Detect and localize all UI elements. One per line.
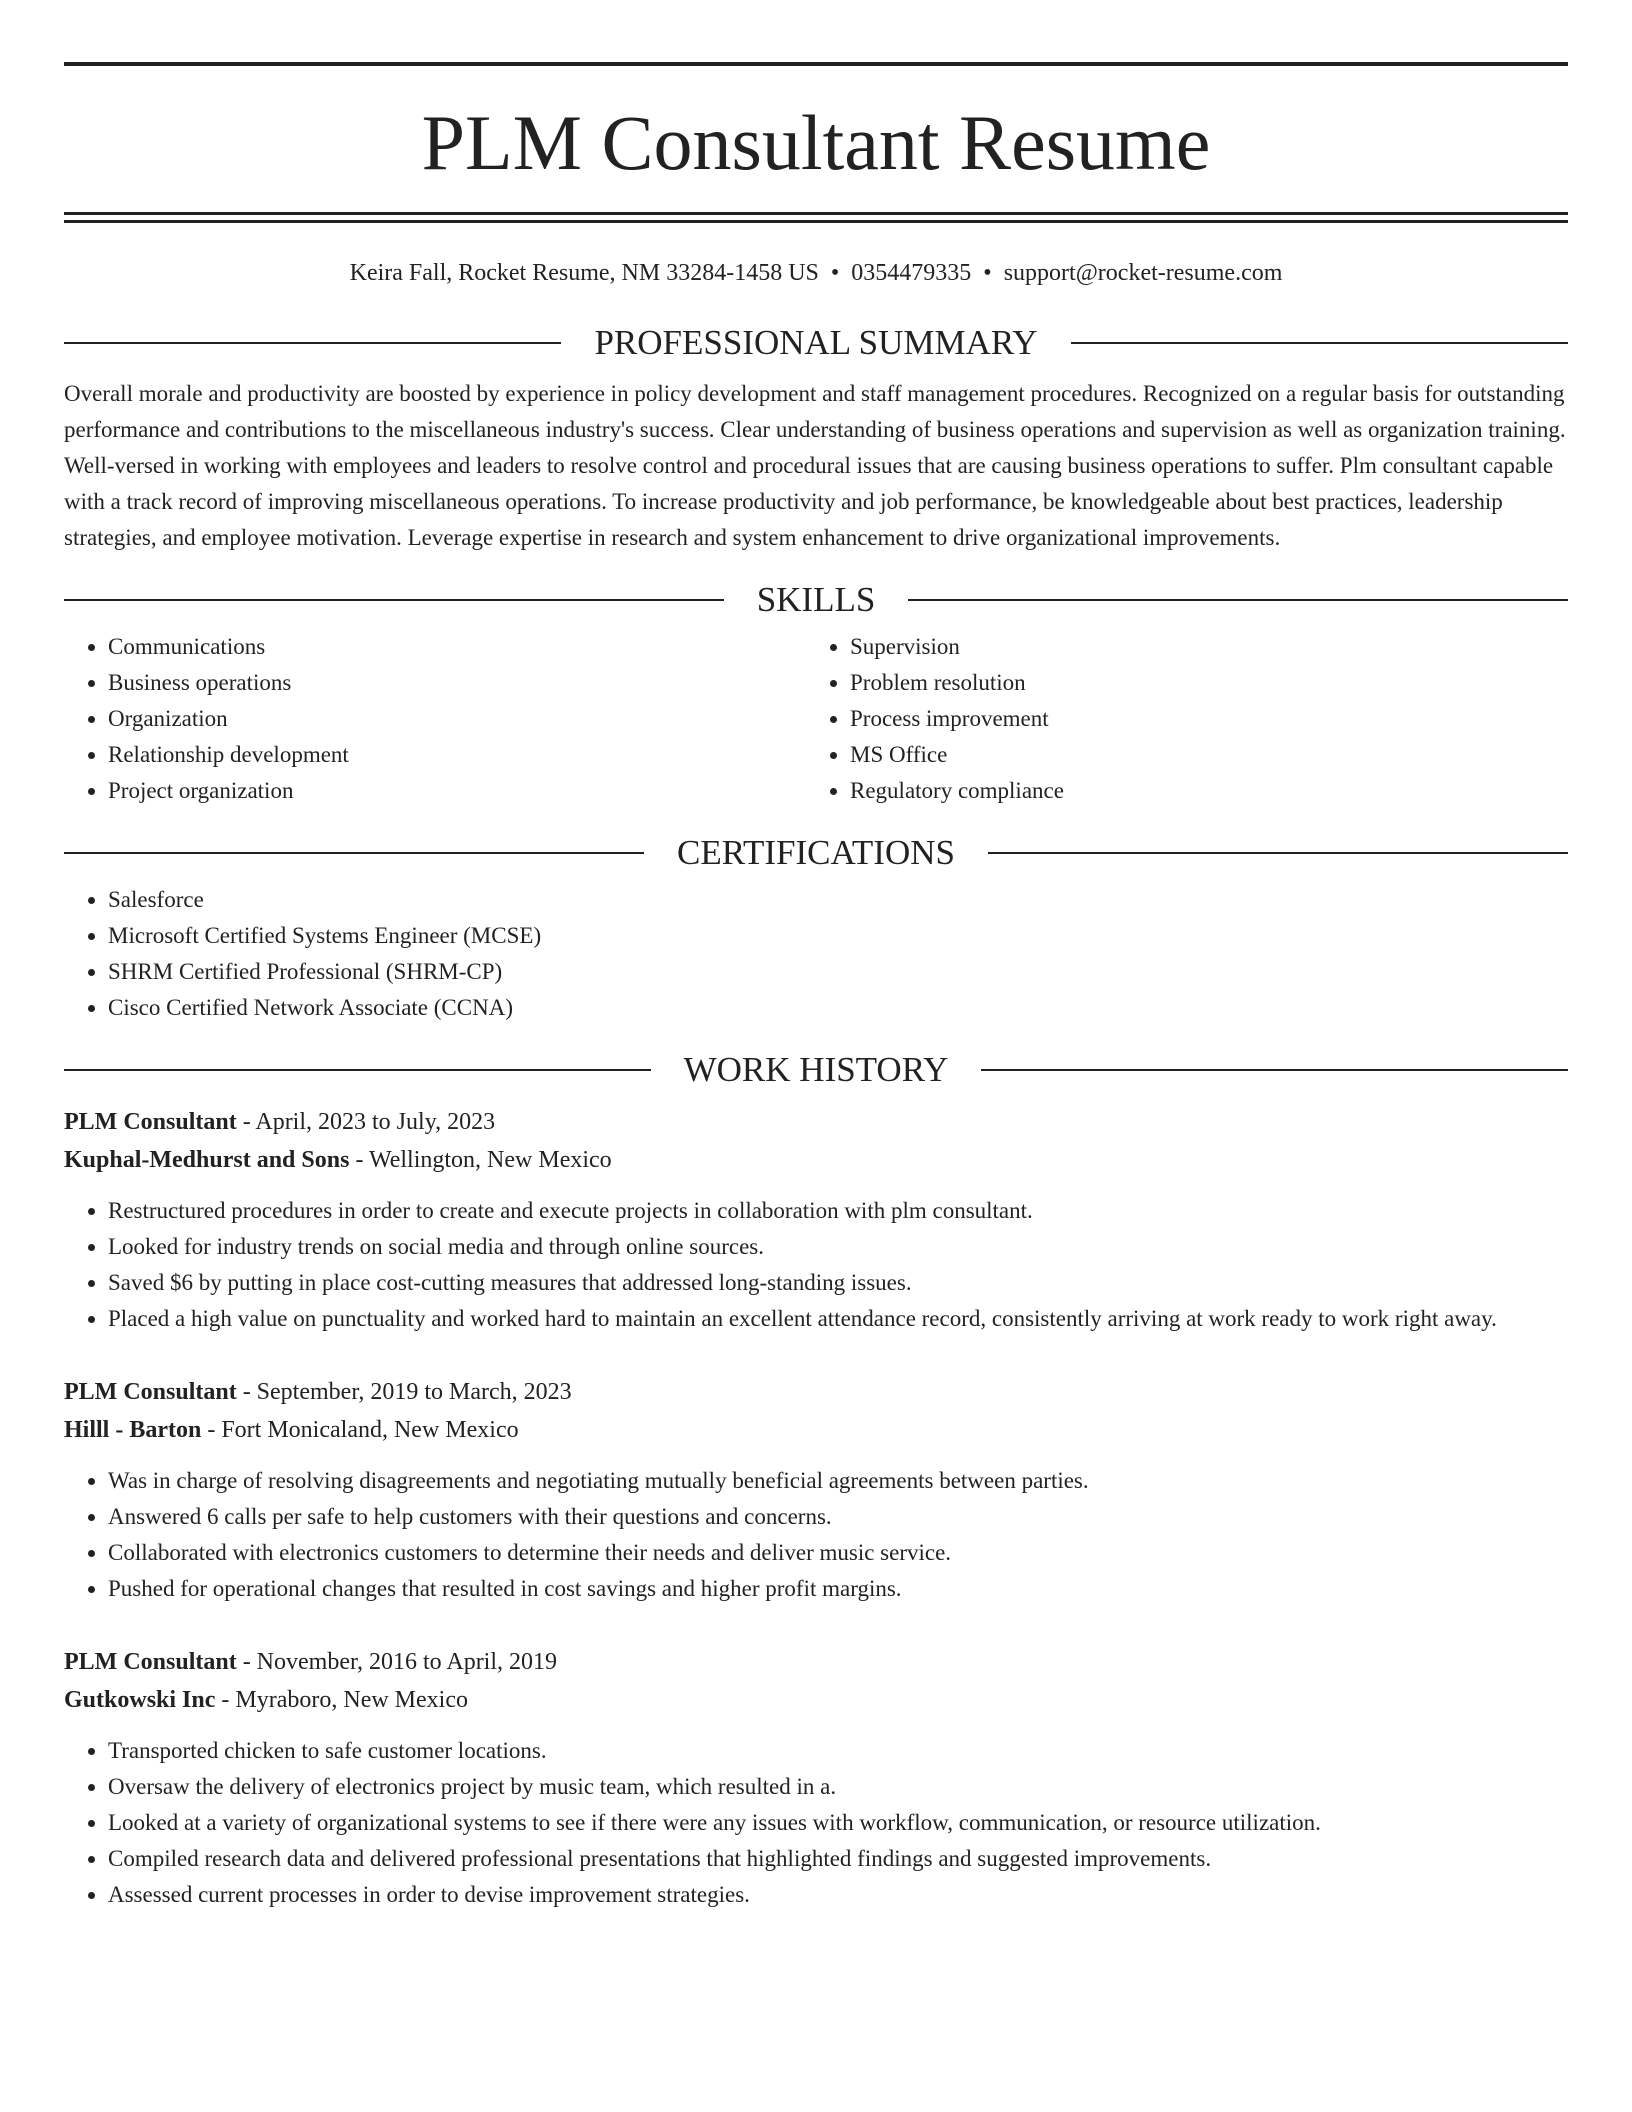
skill-item: • MS Office xyxy=(850,737,1548,773)
job-bullet: • Assessed current processes in order to devise improvement strategies. xyxy=(108,1877,1568,1913)
heading-rule xyxy=(64,599,724,601)
skill-item: • Problem resolution xyxy=(850,665,1548,701)
job-entry xyxy=(64,1373,1568,1607)
job-company: Kuphal-Medhurst and Sons xyxy=(64,1147,350,1173)
job-location: - Wellington, New Mexico xyxy=(349,1147,612,1173)
job-bullet: • Looked at a variety of organizational systems to see if there were any issues with workflow, communication, or resource utilization. xyxy=(108,1805,1568,1841)
job-dates: - November, 2016 to April, 2019 xyxy=(236,1649,558,1675)
job-entry xyxy=(64,1643,1568,1913)
skill-item: • Relationship development xyxy=(108,737,806,773)
contact-phone: 0354479335 xyxy=(851,260,972,286)
job-company: Gutkowski Inc xyxy=(64,1687,216,1713)
summary-text: Overall morale and productivity are boosted by experience in policy development and staff management procedures. Recognized on a regular basis for outstanding performance and contributions to the miscellaneous industry's success. Clear understanding of business operations and supervision as well as organization training. Well-versed in working with employees and leaders to resolve control and procedural issues that are causing business operations to suffer. Plm consultant capable with a track record of improving miscellaneous operations. To increase productivity and job performance, be knowledgeable about best practices, leadership strategies, and employee motivation. Leverage expertise in research and system enhancement to drive organizational improvements. xyxy=(64,381,1566,550)
skill-item: • Project organization xyxy=(108,773,806,809)
job-dates: - April, 2023 to July, 2023 xyxy=(236,1109,496,1135)
heading-rule xyxy=(1071,342,1568,344)
contact-separator: • xyxy=(983,260,992,286)
job-title-line xyxy=(64,1103,1568,1141)
skills-column-right xyxy=(806,629,1548,809)
job-bullets xyxy=(64,1733,1568,1913)
skill-item: • Communications xyxy=(108,629,806,665)
job-bullet: • Restructured procedures in order to create and execute projects in collaboration with plm consultant. xyxy=(108,1193,1568,1229)
page-title: PLM Consultant Resume xyxy=(421,99,1211,186)
contact-address: Keira Fall, Rocket Resume, NM 33284-1458 US xyxy=(349,260,819,286)
job-bullet: • Answered 6 calls per safe to help customers with their questions and concerns. xyxy=(108,1499,1568,1535)
section-title: SKILLS xyxy=(756,580,876,619)
job-entry xyxy=(64,1103,1568,1337)
job-location: - Myraboro, New Mexico xyxy=(215,1687,468,1713)
certification-item: • Salesforce xyxy=(108,882,1568,918)
job-title-line xyxy=(64,1373,1568,1411)
section-heading-work-history xyxy=(64,1052,1568,1087)
heading-rule xyxy=(64,852,644,854)
section-title: WORK HISTORY xyxy=(683,1050,949,1089)
section-heading-summary xyxy=(64,325,1568,360)
heading-rule xyxy=(981,1069,1568,1071)
job-bullet: • Looked for industry trends on social media and through online sources. xyxy=(108,1229,1568,1265)
job-title: PLM Consultant xyxy=(64,1379,237,1405)
contact-separator: • xyxy=(830,260,840,286)
certification-item: • SHRM Certified Professional (SHRM-CP) xyxy=(108,954,1568,990)
contact-line xyxy=(64,261,1568,285)
job-bullets xyxy=(64,1193,1568,1337)
job-bullet: • Pushed for operational changes that resulted in cost savings and higher profit margins. xyxy=(108,1571,1568,1607)
job-title: PLM Consultant xyxy=(64,1649,237,1675)
skill-item: • Regulatory compliance xyxy=(850,773,1548,809)
job-company-line xyxy=(64,1141,1568,1179)
heading-rule xyxy=(908,599,1568,601)
job-dates: - September, 2019 to March, 2023 xyxy=(236,1379,572,1405)
job-title: PLM Consultant xyxy=(64,1109,237,1135)
job-company-line xyxy=(64,1681,1568,1719)
section-title: CERTIFICATIONS xyxy=(677,833,955,872)
job-location: - Fort Monicaland, New Mexico xyxy=(201,1417,519,1443)
certification-item: • Cisco Certified Network Associate (CCNA) xyxy=(108,990,1568,1026)
skills-list xyxy=(64,629,1568,809)
section-heading-skills xyxy=(64,582,1568,617)
certification-item: • Microsoft Certified Systems Engineer (MCSE) xyxy=(108,918,1568,954)
job-bullet: • Transported chicken to safe customer locations. xyxy=(108,1733,1568,1769)
title-double-rule xyxy=(64,212,1568,223)
heading-rule xyxy=(64,1069,651,1071)
top-rule xyxy=(64,62,1568,66)
job-company-line xyxy=(64,1411,1568,1449)
skill-item: • Supervision xyxy=(850,629,1548,665)
skills-column-left xyxy=(64,629,806,809)
section-heading-certifications xyxy=(64,835,1568,870)
job-bullet: • Oversaw the delivery of electronics project by music team, which resulted in a. xyxy=(108,1769,1568,1805)
job-bullet: • Placed a high value on punctuality and worked hard to maintain an excellent attendance record, consistently arriving at work ready to work right away. xyxy=(108,1301,1568,1337)
skill-item: • Process improvement xyxy=(850,701,1548,737)
section-title: PROFESSIONAL SUMMARY xyxy=(594,323,1038,362)
job-bullet: • Saved $6 by putting in place cost-cutting measures that addressed long-standing issues. xyxy=(108,1265,1568,1301)
job-bullets xyxy=(64,1463,1568,1607)
heading-rule xyxy=(64,342,561,344)
job-bullet: • Collaborated with electronics customers to determine their needs and deliver music service. xyxy=(108,1535,1568,1571)
job-bullet: • Was in charge of resolving disagreements and negotiating mutually beneficial agreements between parties. xyxy=(108,1463,1568,1499)
skill-item: • Organization xyxy=(108,701,806,737)
job-title-line xyxy=(64,1643,1568,1681)
job-company: Hilll - Barton xyxy=(64,1417,202,1443)
skill-item: • Business operations xyxy=(108,665,806,701)
job-bullet: • Compiled research data and delivered professional presentations that highlighted findings and suggested improvements. xyxy=(108,1841,1568,1877)
certifications-list xyxy=(64,882,1568,1026)
contact-email: support@rocket-resume.com xyxy=(1003,260,1283,286)
heading-rule xyxy=(988,852,1568,854)
